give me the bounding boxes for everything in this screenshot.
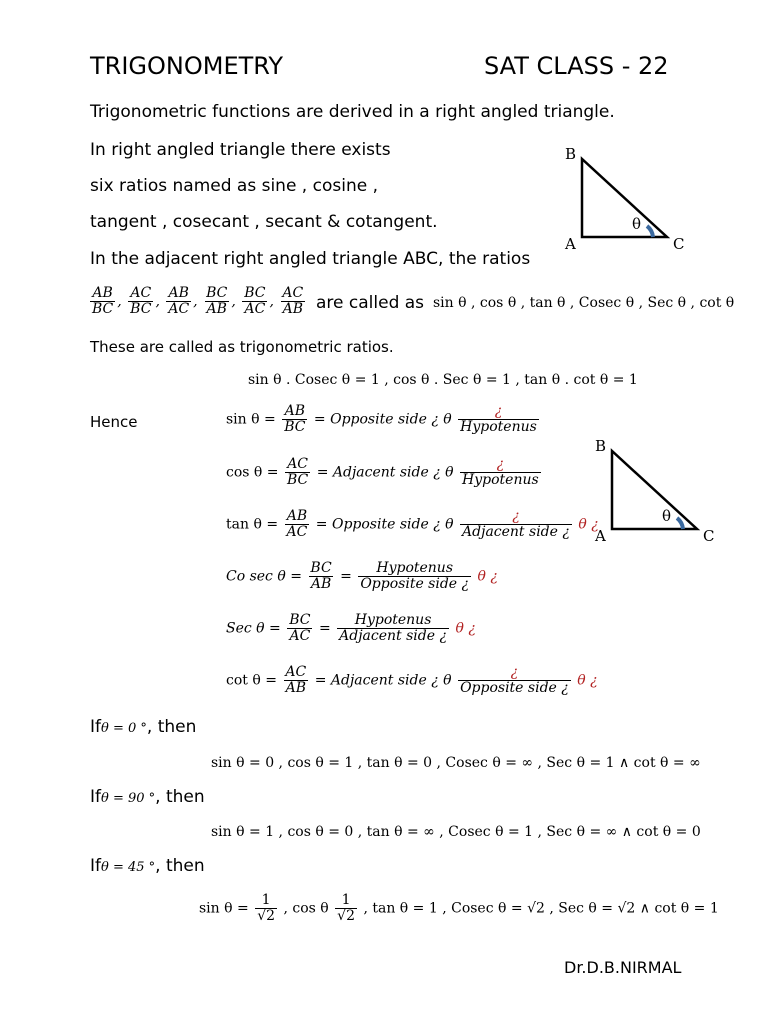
ratio-6-num: AC [282, 285, 304, 301]
def-sin [226, 404, 541, 435]
def-tan-num: AB [286, 508, 308, 524]
def-sin-den: BC [284, 419, 306, 435]
def-cosec-tail: θ ¿ [477, 568, 498, 585]
def-cos-lhs: cos θ = [226, 464, 279, 481]
def-cosec [226, 561, 498, 592]
def-sin-mid: = Opposite side ¿ θ [313, 411, 452, 428]
page-title: TRIGONOMETRY [90, 52, 284, 80]
case-ninety-values: sin θ = 1 , cos θ = 0 , tan θ = ∞ , Cosec θ = 1 , Sec θ = ∞ ∧ cot θ = 0 [211, 824, 701, 840]
def-cosec-lhs: Co sec θ = [226, 568, 302, 585]
ratio-5-num: BC [244, 285, 266, 301]
vertex-a-label: A [565, 235, 576, 253]
def-cosec-den: AB [310, 576, 332, 592]
def-sec-den: AC [289, 628, 311, 644]
triangle-diagram-2 [585, 432, 725, 547]
ratio-1-den: BC [92, 301, 114, 317]
def-cot-tail: θ ¿ [577, 672, 598, 689]
def-cos-den: BC [286, 472, 309, 488]
triangle-diagram-1 [555, 140, 695, 255]
case-fortyfive-if: If [90, 856, 101, 876]
class-label: SAT CLASS - 22 [484, 52, 669, 80]
hence-label: Hence [90, 413, 138, 431]
theta-label: θ [632, 215, 642, 233]
def-sec-num: BC [289, 612, 311, 628]
case-zero-if: If [90, 717, 101, 737]
ratio-names: sin θ , cos θ , tan θ , Cosec θ , Sec θ , cot θ [433, 295, 735, 311]
def-cot [226, 665, 598, 696]
vertex-b-label-2: B [595, 437, 607, 455]
def-sin-fnum: ¿ [494, 403, 503, 419]
intro-line-1: Trigonometric functions are derived in a right angled triangle. [90, 102, 615, 122]
ratio-6-den: AB [282, 301, 304, 317]
case-ninety-angle: θ = 90 ° [101, 791, 156, 806]
def-sin-fden: Hypotenus [460, 419, 537, 435]
def-cot-fden: Opposite side ¿ [460, 680, 569, 696]
ratio-1-num: AB [92, 285, 113, 301]
def-sin-lhs: sin θ = [226, 411, 276, 428]
called-as-label: are called as [316, 293, 425, 313]
ratio-list: $\frac{AB}{BC}$ , $\frac{AC}{BC}$ , $\frac{AB}{AC}$ , $\frac{BC}{AB}$ , $\frac{BC}{AC}$ , $\frac{AC}{AB}$ [92, 285, 304, 317]
vertex-a-label-2: A [595, 527, 606, 545]
triangle-shape-2 [612, 451, 697, 529]
def-cosec-num: BC [310, 560, 332, 576]
case-fortyfive-angle: θ = 45 ° [101, 860, 156, 875]
case45-cos-lhs: , cos θ [283, 900, 329, 917]
def-cos-mid: = Adjacent side ¿ θ [316, 464, 454, 481]
def-cot-mid: = Adjacent side ¿ θ [314, 672, 452, 689]
def-sec-fden: Adjacent side ¿ [339, 628, 447, 644]
def-cot-num: AC [285, 664, 307, 680]
def-tan-fnum: ¿ [512, 508, 520, 524]
def-cot-den: AB [285, 680, 307, 696]
angle-arc-2 [677, 518, 683, 529]
vertex-c-label: C [673, 235, 685, 253]
def-sec-fnum: Hypotenus [354, 612, 432, 628]
def-cos-num: AC [287, 456, 309, 472]
def-cosec-mid: = [340, 568, 352, 585]
def-cos-fnum: ¿ [496, 456, 505, 472]
def-tan-fden: Adjacent side ¿ [462, 524, 570, 540]
ratio-2-num: AC [130, 285, 152, 301]
case-zero-angle: θ = 0 ° [101, 721, 147, 736]
angle-arc [647, 226, 653, 237]
case-ninety-then: , then [155, 787, 205, 807]
def-sec [226, 613, 476, 644]
reciprocal-identities: sin θ . Cosec θ = 1 , cos θ . Sec θ = 1 , tan θ . cot θ = 1 [248, 372, 638, 388]
case-fortyfive-then: , then [155, 856, 205, 876]
case45-rest: , tan θ = 1 , Cosec θ = √2 , Sec θ = √2 ∧ cot θ = 1 [363, 900, 719, 917]
def-cos-fden: Hypotenus [462, 472, 539, 488]
intro-line-3: six ratios named as sine , cosine , [90, 176, 378, 196]
def-sec-mid: = [318, 620, 331, 637]
case-zero-then: , then [146, 717, 197, 737]
author-name: Dr.D.B.NIRMAL [564, 958, 682, 977]
ratios-note: These are called as trigonometric ratios. [90, 338, 394, 356]
ratio-2-den: BC [130, 301, 152, 317]
intro-line-2: In right angled triangle there exists [90, 140, 391, 160]
def-tan-lhs: tan θ = [226, 516, 279, 533]
triangle-shape [582, 159, 667, 237]
case45-sin-den: √2 [257, 908, 276, 924]
theta-label-2: θ [662, 507, 672, 525]
case-fortyfive-values [199, 893, 719, 924]
case45-sin-lhs: sin θ = [199, 900, 249, 917]
case-zero-heading [90, 717, 196, 737]
def-cosec-fnum: Hypotenus [376, 560, 453, 576]
case45-cos-den: √2 [337, 908, 355, 924]
ratio-4-num: BC [206, 285, 228, 301]
def-cosec-fden: Opposite side ¿ [360, 576, 470, 592]
def-cot-fnum: ¿ [510, 664, 519, 680]
case45-sin-num: 1 [261, 892, 271, 908]
ratio-4-den: AB [206, 301, 227, 317]
def-cos [226, 457, 543, 488]
ratio-5-den: AC [244, 301, 266, 317]
intro-line-5: In the adjacent right angled triangle ABC, the ratios [90, 249, 531, 269]
vertex-c-label-2: C [703, 527, 715, 545]
intro-line-4: tangent , cosecant , secant & cotangent. [90, 212, 438, 232]
case-ninety-if: If [90, 787, 101, 807]
case-ninety-heading [90, 787, 205, 807]
def-tan-den: AC [286, 524, 308, 540]
def-cot-lhs: cot θ = [226, 672, 277, 689]
vertex-b-label: B [565, 145, 577, 163]
case-zero-values: sin θ = 0 , cos θ = 1 , tan θ = 0 , Cosec θ = ∞ , Sec θ = 1 ∧ cot θ = ∞ [211, 755, 701, 771]
def-tan-mid: = Opposite side ¿ θ [315, 516, 454, 533]
def-tan-tail: θ ¿ [578, 516, 599, 533]
def-sec-tail: θ ¿ [455, 620, 476, 637]
ratio-3-den: AC [168, 301, 190, 317]
case45-cos-num: 1 [341, 892, 351, 908]
def-sec-lhs: Sec θ = [226, 620, 281, 637]
def-sin-num: AB [284, 403, 306, 419]
ratio-3-num: AB [168, 285, 189, 301]
def-tan [226, 509, 599, 540]
case-fortyfive-heading [90, 856, 205, 876]
